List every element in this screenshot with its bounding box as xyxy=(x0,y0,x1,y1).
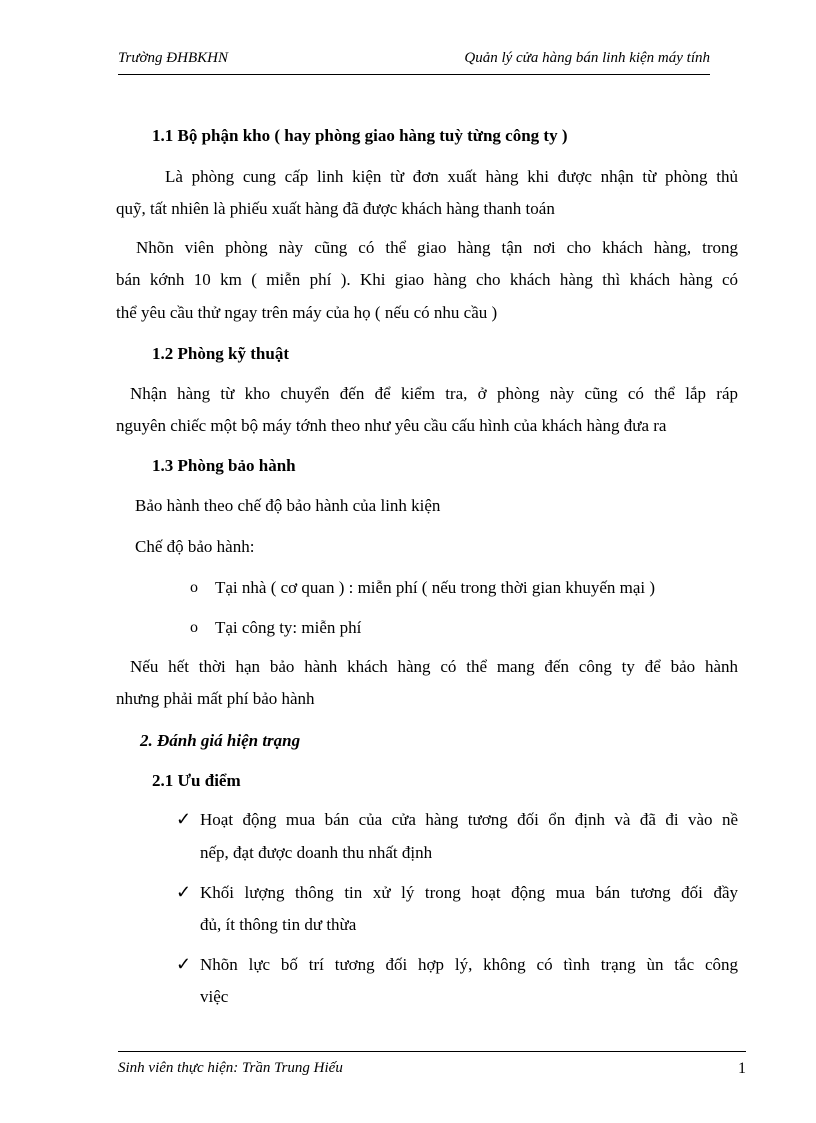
paragraph-line: thể yêu cầu thử ngay trên máy của họ ( nếu có nhu cầu ) xyxy=(116,303,498,322)
check-icon: ✓ xyxy=(176,882,192,902)
list-item: Nhõn lực bố trí tương đối hợp lý, không có tình trạng ùn tắc công xyxy=(200,955,738,974)
list-item: Hoạt động mua bán của cửa hàng tương đối ổn định và đã đi vào nề xyxy=(200,810,738,829)
list-item: Tại nhà ( cơ quan ) : miễn phí ( nếu trong thời gian khuyến mại ) xyxy=(215,578,656,597)
list-item: việc xyxy=(200,987,229,1006)
paragraph-line: nguyên chiếc một bộ máy tớnh theo như yêu cầu cấu hình của khách hàng đưa ra xyxy=(116,416,667,435)
list-item: Khối lượng thông tin xử lý trong hoạt động mua bán tương đối đầy xyxy=(200,883,738,902)
heading-2-1: 2.1 Ưu điểm xyxy=(152,771,241,790)
list-item: nếp, đạt được doanh thu nhất định xyxy=(200,843,433,862)
paragraph-line: Chế độ bảo hành: xyxy=(135,537,255,556)
paragraph-line: Nhận hàng từ kho chuyển đến để kiểm tra, ở phòng này cũng có thể lắp ráp xyxy=(130,384,738,403)
header-title: Quản lý cửa hàng bán linh kiện máy tính xyxy=(464,50,710,66)
paragraph-line: Nếu hết thời hạn bảo hành khách hàng có thể mang đến công ty để bảo hành xyxy=(130,657,738,676)
heading-1-3: 1.3 Phòng bảo hành xyxy=(152,456,296,475)
paragraph-line: Bảo hành theo chế độ bảo hành của linh kiện xyxy=(135,496,441,515)
paragraph-line: Là phòng cung cấp linh kiện từ đơn xuất hàng khi được nhận từ phòng thủ xyxy=(165,167,738,186)
circle-bullet-icon: o xyxy=(190,619,198,636)
page-number: 1 xyxy=(738,1060,746,1077)
heading-2: 2. Đánh giá hiện trạng xyxy=(140,731,301,750)
check-icon: ✓ xyxy=(176,809,192,829)
paragraph-line: Nhõn viên phòng này cũng có thể giao hàng tận nơi cho khách hàng, trong xyxy=(136,238,738,257)
paragraph-line: quỹ, tất nhiên là phiếu xuất hàng đã được khách hàng thanh toán xyxy=(116,199,555,218)
page-footer xyxy=(118,1051,746,1082)
list-item: Tại công ty: miễn phí xyxy=(215,618,362,637)
footer-author: Sinh viên thực hiện: Trần Trung Hiếu xyxy=(118,1060,343,1076)
list-item: đủ, ít thông tin dư thừa xyxy=(200,915,357,934)
heading-1-1: 1.1 Bộ phận kho ( hay phòng giao hàng tuỳ từng công ty ) xyxy=(152,126,568,145)
circle-bullet-icon: o xyxy=(190,579,198,596)
heading-1-2: 1.2 Phòng kỹ thuật xyxy=(152,344,289,363)
paragraph-line: nhưng phải mất phí bảo hành xyxy=(116,689,315,708)
check-icon: ✓ xyxy=(176,954,192,974)
page-header xyxy=(118,48,710,75)
header-school: Trường ĐHBKHN xyxy=(118,50,228,66)
paragraph-line: bán kớnh 10 km ( miễn phí ). Khi giao hàng cho khách hàng thì khách hàng có xyxy=(116,270,738,289)
